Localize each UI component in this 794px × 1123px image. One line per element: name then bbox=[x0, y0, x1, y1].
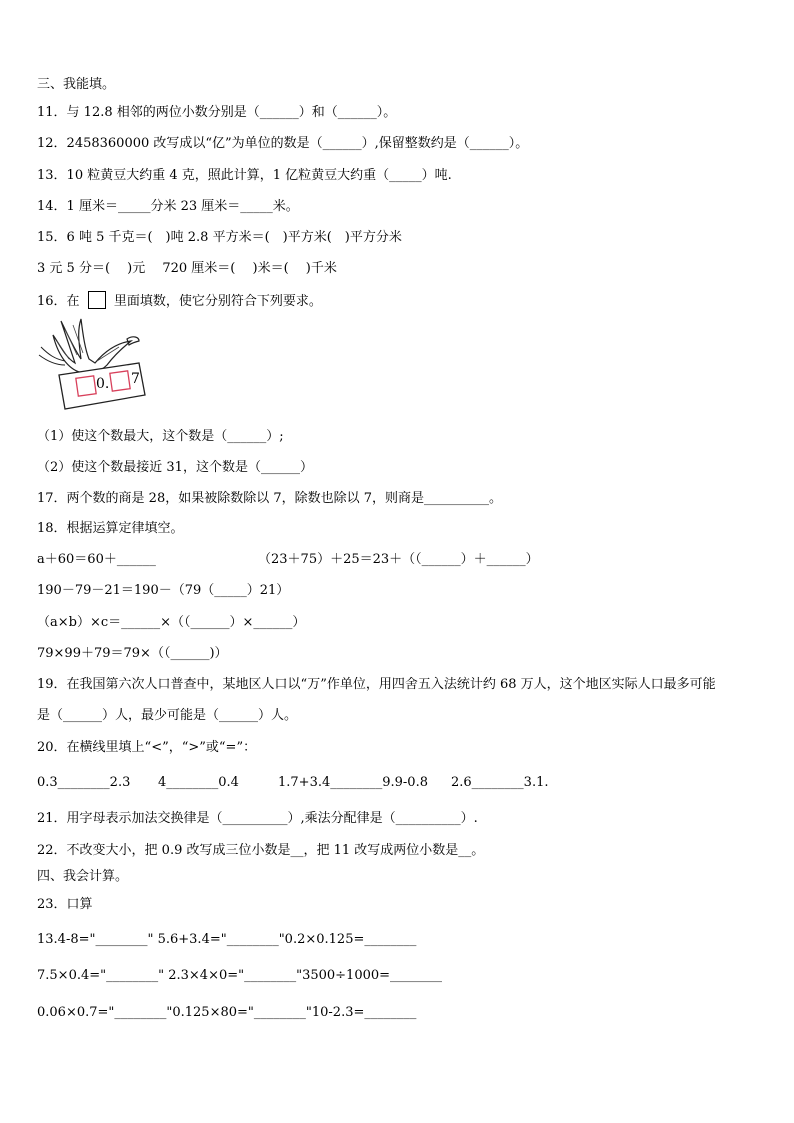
question-15-line2: 3 元 5 分＝( )元 720 厘米＝( )米＝( )千米 bbox=[37, 261, 337, 276]
question-18-d: （a×b）×c＝______×（（______）×______） bbox=[37, 615, 306, 630]
question-18-e: 79×99＋79＝79×（（______)） bbox=[37, 646, 228, 661]
question-18-c: 190－79－21＝190－（79（_____）21） bbox=[37, 583, 290, 598]
question-14: 14．1 厘米＝_____分米 23 厘米＝_____米。 bbox=[37, 199, 299, 214]
section4-title: 四、我会计算。 bbox=[37, 869, 129, 884]
section3-title: 三、我能填。 bbox=[37, 77, 116, 92]
card-digit-seven: 7 bbox=[131, 371, 140, 387]
question-17: 17．两个数的商是 28，如果被除数除以 7，除数也除以 7，则商是__________。 bbox=[37, 491, 503, 506]
question-20: 20．在横线里填上“<”，“>”或“=”： bbox=[37, 740, 257, 755]
question-20-item3: 1.7+3.4________9.9-0.8 bbox=[278, 775, 428, 790]
question-16 bbox=[37, 291, 322, 311]
question-16-part1: （1）使这个数最大，这个数是（______）; bbox=[37, 429, 284, 444]
bird-card-figure bbox=[35, 315, 150, 415]
question-12: 12．2458360000 改写成以“亿”为单位的数是（______）,保留整数约是（______）。 bbox=[37, 136, 529, 151]
question-16-suffix: 里面填数，使它分别符合下列要求。 bbox=[113, 294, 322, 309]
question-11: 11．与 12.8 相邻的两位小数分别是（______）和（______）。 bbox=[37, 105, 397, 120]
question-18-b: （23＋75）＋25＝23＋（（______）＋______） bbox=[258, 552, 539, 567]
question-16-part2: （2）使这个数最接近 31，这个数是（______） bbox=[37, 460, 313, 475]
question-16-prefix: 16．在 bbox=[37, 294, 80, 309]
question-23: 23．口算 bbox=[37, 897, 93, 912]
question-15-line1: 15．6 吨 5 千克＝( )吨 2.8 平方米＝( )平方米( )平方分米 bbox=[37, 230, 402, 245]
question-20-item4: 2.6________3.1. bbox=[451, 775, 549, 790]
question-18-a: a＋60＝60＋______ bbox=[37, 552, 156, 567]
bird-icon bbox=[35, 315, 150, 415]
question-20-item1: 0.3________2.3 bbox=[37, 775, 131, 790]
question-19-line2: 是（______）人，最少可能是（______）人。 bbox=[37, 708, 298, 723]
question-22: 22．不改变大小，把 0.9 改写成三位小数是__，把 11 改写成两位小数是__。 bbox=[37, 843, 485, 858]
card-decimal-point: 0. bbox=[96, 376, 110, 392]
question-13: 13．10 粒黄豆大约重 4 克，照此计算，1 亿粒黄豆大约重（_____）吨. bbox=[37, 168, 452, 183]
question-19-line1: 19．在我国第六次人口普查中，某地区人口以“万”作单位，用四舍五入法统计约 68 万人，这个地区实际人口最多可能 bbox=[37, 677, 716, 692]
blank-square-icon bbox=[88, 291, 106, 309]
question-21: 21．用字母表示加法交换律是（__________）,乘法分配律是（__________）. bbox=[37, 811, 478, 826]
calc-row-1: 13.4-8="________" 5.6+3.4="________"0.2×0.125=________ bbox=[37, 932, 417, 947]
question-20-item2: 4________0.4 bbox=[158, 775, 239, 790]
calc-row-2: 7.5×0.4="________" 2.3×4×0="________"3500÷1000=________ bbox=[37, 968, 443, 983]
question-18: 18．根据运算定律填空。 bbox=[37, 521, 184, 536]
calc-row-3: 0.06×0.7="________"0.125×80="________"10-2.3=________ bbox=[37, 1005, 417, 1020]
